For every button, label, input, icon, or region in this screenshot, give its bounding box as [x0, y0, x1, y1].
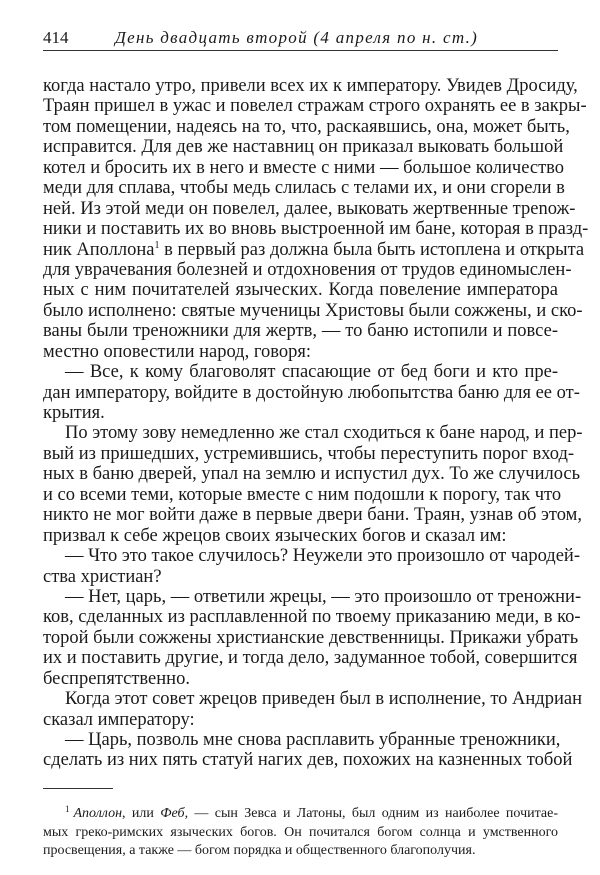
text-line	[43, 362, 558, 382]
line-text: меди для сплава, чтобы медь слилась с телами их, и они сгорели в	[43, 178, 565, 199]
line-text: их и поставить другие, и тогда дело, задуманное тобой, совершится	[43, 648, 578, 669]
footnote-line: просвещения, а также — богом порядка и общественного благополучия.	[43, 843, 476, 858]
line-text: местно оповестили народ, говоря:	[43, 341, 311, 362]
line-text: было исполнено: святые мученицы Христовы были сожжены, и ско-	[43, 300, 583, 321]
footnote-line: мых греко-римских языческих богов. Он почитался богом солнца и умственного	[43, 824, 558, 840]
line-text: Траян пришел в ужас и повелел стражам строго охранять ее в закры-	[43, 96, 587, 117]
line-text: По этому зову немедленно же стал сходиться к бане народ, и пер-	[65, 423, 583, 444]
line-text: ней. Из этой меди он повелел, далее, выковать жертвенные трenож-	[43, 198, 576, 219]
text-line	[43, 157, 565, 178]
line-text: беспрепятственно.	[43, 668, 190, 689]
footnote-term: Аполлон	[73, 806, 123, 821]
line-text: сказал императору:	[43, 709, 195, 730]
text-line	[43, 689, 582, 710]
text-line	[43, 648, 578, 669]
text-line	[43, 750, 573, 771]
line-text: крытия.	[43, 403, 105, 423]
text-line	[43, 526, 558, 546]
line-text: сделать из них пять статуй нагих дев, похожих на казненных тобой	[43, 750, 573, 771]
line-text: — Все, к кому благоволят спасающие от бед боги и кто пре-	[65, 362, 558, 383]
text-line	[43, 219, 589, 240]
text-line	[43, 607, 581, 628]
text-line	[43, 546, 580, 567]
footnote	[43, 805, 558, 861]
text-line	[43, 321, 558, 341]
text-line	[43, 586, 582, 607]
text-line	[43, 137, 564, 158]
line-text: ных в баню дверей, упал на землю и испустил дух. То же случилось	[43, 464, 581, 485]
text-line	[43, 382, 580, 403]
text-line	[43, 116, 570, 137]
line-text: том помещении, надеясь на то, что, раскаявшись, она, может быть,	[43, 116, 570, 137]
main-text	[43, 76, 589, 771]
footnote-reference[interactable]: 1	[154, 239, 160, 251]
running-header	[43, 28, 558, 51]
text-line	[43, 443, 575, 464]
line-text: ники и поставить их во вновь выстроенной им бане, которая в празд-	[43, 219, 589, 240]
line-text: котел и бросить их в него и вместе с ними — большое количество	[43, 157, 565, 178]
line-text: ных с ним почитателей языческих. Когда повеление императора	[43, 280, 558, 301]
text-line	[43, 627, 579, 648]
line-text: вый из пришедших, устремившись, чтобы переступить порог вход-	[43, 443, 575, 464]
text-line	[43, 178, 565, 199]
text-line	[43, 342, 558, 362]
line-text: — Царь, позволь мне снова расплавить убранные треножники,	[65, 730, 561, 750]
line-text: когда настало утро, привели всех их к императору. Увидев Дросиду,	[43, 76, 578, 96]
line-text: ваны были треножники для жертв, — то баню истопили и повсе-	[43, 321, 558, 342]
line-text: — Нет, царь, — ответили жрецы, — это произошло от треножни-	[65, 586, 582, 607]
text-line	[43, 198, 576, 219]
footnote-marker: 1	[65, 804, 70, 814]
text-line	[43, 567, 558, 587]
footnote-divider	[43, 788, 113, 789]
line-text: дан императору, войдите в достойную любопытства баню для ее от-	[43, 382, 580, 403]
footnote-line	[43, 805, 558, 824]
line-text: Когда этот совет жрецов приведен был в исполнение, то Андриан	[65, 689, 582, 710]
line-text: призвал к себе жрецов своих языческих богов и сказал им:	[43, 525, 507, 546]
text-line	[43, 239, 585, 260]
text-line	[43, 280, 558, 300]
line-text: и со всеми теми, которые вместе с ним подошли к порогу, так что	[43, 484, 562, 505]
text-line	[43, 505, 583, 526]
line-text: для уврачевания болезней и отдохновения от трудов единомыслен-	[43, 259, 572, 280]
line-text: ник Аполлона	[43, 239, 155, 260]
footnote-text: , или	[122, 806, 161, 821]
text-line	[43, 669, 558, 689]
line-text: в первый раз должна была быть истоплена и открыта	[159, 239, 585, 260]
line-text: никто не мог войти даже в первые двери бани. Траян, узнав об этом,	[43, 505, 583, 526]
line-text: ков, сделанных из расплавленной по твоему приказанию меди, в ко-	[43, 607, 581, 628]
line-text: ства христиан?	[43, 566, 162, 587]
running-title: День двадцать второй (4 апреля по н. ст.)	[115, 28, 479, 47]
text-line	[43, 423, 583, 444]
line-text: — Что это такое случилось? Неужели это произошло от чародей-	[65, 546, 580, 567]
text-line	[43, 76, 578, 96]
text-line	[43, 730, 561, 750]
text-line	[43, 403, 558, 423]
text-line	[43, 484, 562, 505]
footnote-term: Феб	[160, 806, 185, 821]
footnote-text: , — сын Зевса и Латоны, был одним из наиболее почитае-	[184, 806, 558, 821]
text-line	[43, 464, 581, 485]
page-number: 414	[43, 28, 69, 47]
line-text: торой были сожжены христианские девственницы. Прикажи убрать	[43, 627, 579, 648]
line-text: исправится. Для дев же наставниц он приказал выковать большой	[43, 137, 564, 158]
text-line	[43, 710, 558, 730]
text-line	[43, 259, 572, 280]
text-line	[43, 96, 587, 117]
text-line	[43, 300, 583, 321]
